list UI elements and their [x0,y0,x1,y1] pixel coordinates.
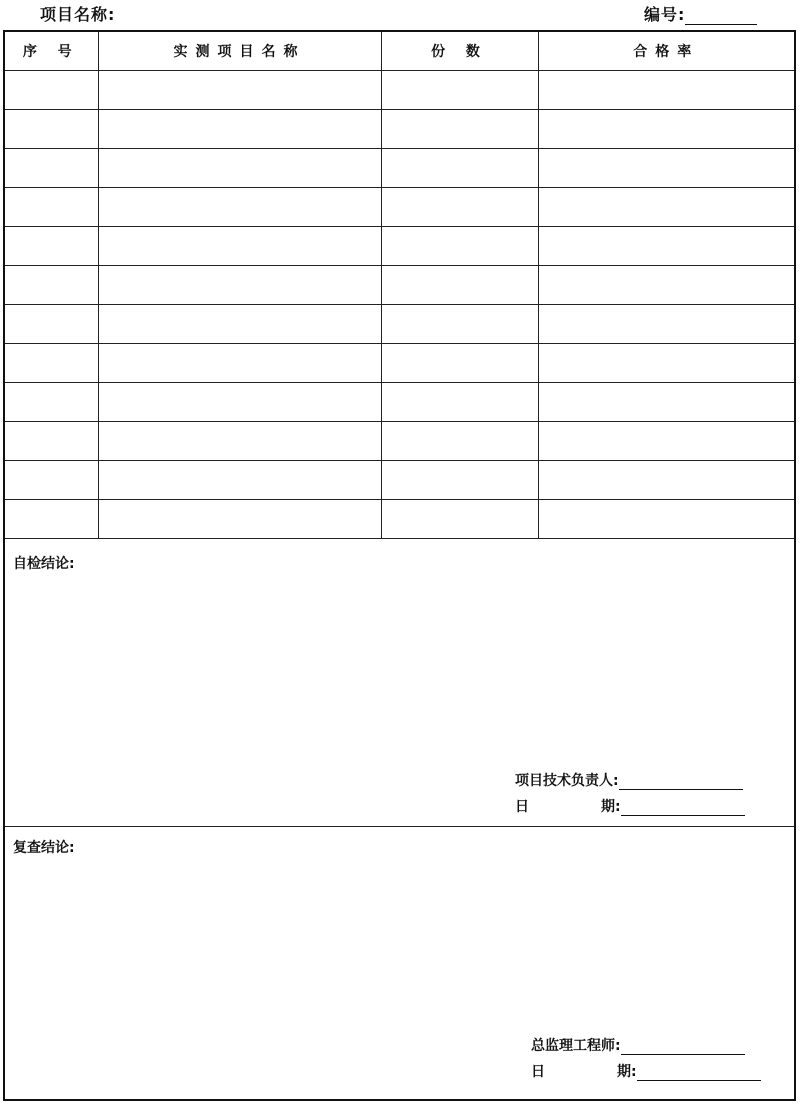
serial-number-label: 编号: [644,5,686,24]
review-title: 复查结论: [13,840,75,856]
cell-serial[interactable] [5,149,98,188]
cell-copies[interactable] [381,188,538,227]
cell-pass-rate[interactable] [538,422,794,461]
self-check-date-line [515,796,745,816]
cell-item-name[interactable] [98,71,381,110]
cell-item-name[interactable] [98,149,381,188]
column-header-item-name: 实测项目名称 [98,32,381,71]
serial-number-field [644,2,757,25]
form-frame [3,30,796,1101]
cell-serial[interactable] [5,500,98,539]
cell-item-name[interactable] [98,500,381,539]
cell-copies[interactable] [381,383,538,422]
cell-pass-rate[interactable] [538,461,794,500]
cell-copies[interactable] [381,110,538,149]
table-row [5,344,794,383]
cell-copies[interactable] [381,266,538,305]
cell-item-name[interactable] [98,461,381,500]
cell-pass-rate[interactable] [538,188,794,227]
cell-serial[interactable] [5,383,98,422]
review-section [5,828,794,1099]
cell-pass-rate[interactable] [538,383,794,422]
cell-copies[interactable] [381,461,538,500]
cell-serial[interactable] [5,188,98,227]
self-check-date-blank[interactable] [621,800,745,816]
cell-pass-rate[interactable] [538,500,794,539]
cell-pass-rate[interactable] [538,110,794,149]
cell-item-name[interactable] [98,305,381,344]
chief-engineer-signature-blank[interactable] [621,1039,745,1055]
project-name-label-text: 项目名称: [40,5,116,24]
table-row [5,188,794,227]
self-check-section [5,544,794,827]
cell-copies[interactable] [381,344,538,383]
cell-pass-rate[interactable] [538,344,794,383]
table-body [5,71,794,539]
cell-item-name[interactable] [98,110,381,149]
cell-item-name[interactable] [98,383,381,422]
cell-copies[interactable] [381,227,538,266]
cell-pass-rate[interactable] [538,71,794,110]
measurement-table [5,32,794,539]
cell-pass-rate[interactable] [538,305,794,344]
cell-copies[interactable] [381,500,538,539]
cell-serial[interactable] [5,71,98,110]
cell-serial[interactable] [5,344,98,383]
review-date-label-1: 日 [531,1064,545,1080]
table-header-row [5,32,794,71]
table-row [5,461,794,500]
chief-engineer-label: 总监理工程师: [531,1038,621,1054]
table-row [5,305,794,344]
table-row [5,149,794,188]
tech-lead-signature-blank[interactable] [619,774,743,790]
review-date-label-2: 期: [617,1064,637,1080]
column-header-serial: 序 号 [5,32,98,71]
cell-pass-rate[interactable] [538,149,794,188]
cell-item-name[interactable] [98,266,381,305]
self-check-title: 自检结论: [13,556,75,572]
table-row [5,110,794,149]
cell-pass-rate[interactable] [538,266,794,305]
cell-serial[interactable] [5,422,98,461]
table-row [5,500,794,539]
serial-number-blank[interactable] [685,8,757,25]
cell-item-name[interactable] [98,227,381,266]
table-row [5,422,794,461]
cell-serial[interactable] [5,461,98,500]
review-date-line [531,1061,761,1081]
table-row [5,383,794,422]
column-header-copies: 份 数 [381,32,538,71]
cell-serial[interactable] [5,110,98,149]
cell-copies[interactable] [381,71,538,110]
tech-lead-signature-line [515,770,743,790]
cell-copies[interactable] [381,305,538,344]
self-check-date-label-1: 日 [515,799,529,815]
tech-lead-label: 项目技术负责人: [515,773,619,789]
table-row [5,227,794,266]
column-header-pass-rate: 合格率 [538,32,794,71]
chief-engineer-signature-line [531,1035,745,1055]
cell-item-name[interactable] [98,344,381,383]
project-name-label [40,2,115,25]
cell-serial[interactable] [5,227,98,266]
cell-copies[interactable] [381,149,538,188]
table-row [5,71,794,110]
cell-pass-rate[interactable] [538,227,794,266]
cell-serial[interactable] [5,266,98,305]
table-row [5,266,794,305]
self-check-date-label-2: 期: [601,799,621,815]
cell-item-name[interactable] [98,422,381,461]
cell-serial[interactable] [5,305,98,344]
cell-copies[interactable] [381,422,538,461]
review-date-blank[interactable] [637,1065,761,1081]
cell-item-name[interactable] [98,188,381,227]
